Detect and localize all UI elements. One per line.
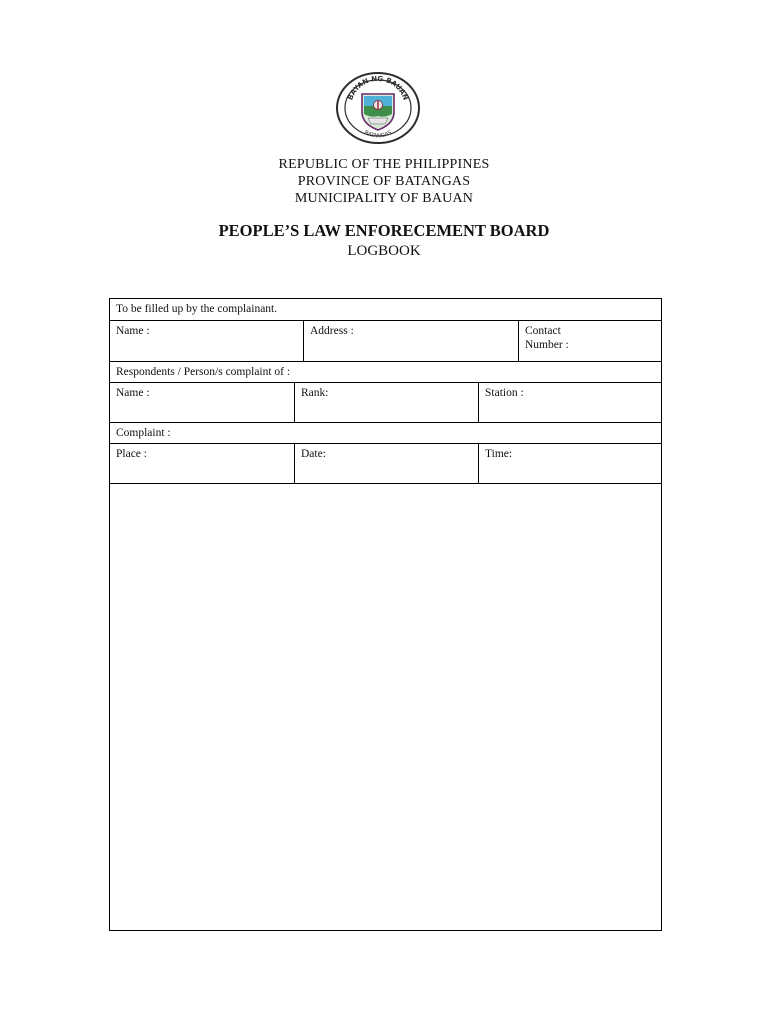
complainant-fields-row [110,321,661,362]
respondent-station-field[interactable]: Station : [478,383,661,422]
respondents-section-label: Respondents / Person/s complaint of : [116,366,291,378]
logbook-form [109,298,662,931]
document-header [0,156,768,207]
header-line-republic: REPUBLIC OF THE PHILIPPINES [278,157,490,172]
complaint-details-area[interactable] [110,484,661,930]
complainant-contact-field[interactable]: Contact Number : [518,321,661,361]
complaint-section-label: Complaint : [116,427,171,439]
complainant-section-label: To be filled up by the complainant. [116,303,278,315]
complaint-place-field[interactable]: Place : [116,448,147,460]
document-subtitle: LOGBOOK [347,243,421,259]
complainant-section-row [110,299,661,321]
seal-top-text: BAYAN NG BAUAN [346,74,410,102]
municipal-seal [335,72,421,144]
respondent-name-field[interactable]: Name : [116,387,150,399]
complainant-address-field[interactable]: Address : [303,321,518,361]
complaint-fields-row [110,444,661,484]
respondent-rank-field[interactable]: Rank: [294,383,478,422]
header-line-province: PROVINCE OF BATANGAS [297,174,471,189]
document-title: PEOPLE’S LAW ENFORECEMENT BOARD [218,221,550,240]
complaint-section-row [110,423,661,444]
complainant-name-field[interactable]: Name : [116,325,150,337]
respondent-fields-row [110,383,661,423]
header-line-municipality: MUNICIPALITY OF BAUAN [294,191,474,206]
respondents-section-row [110,362,661,383]
complaint-date-field[interactable]: Date: [294,444,478,483]
complaint-time-field[interactable]: Time: [478,444,661,483]
seal-bottom-text: BATANGAS [363,129,393,140]
